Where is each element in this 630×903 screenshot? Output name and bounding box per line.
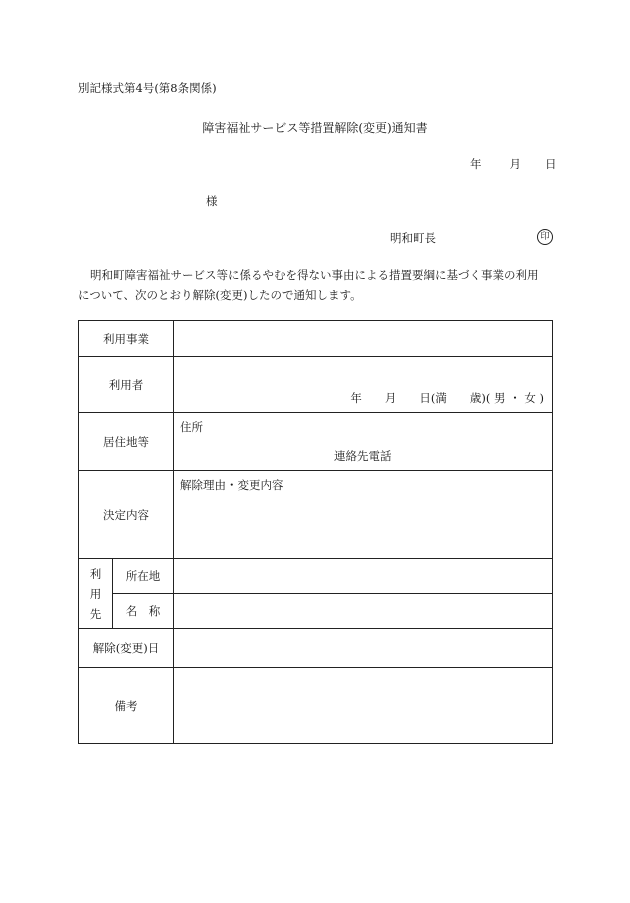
facility-name-label: 名 称 (113, 594, 174, 629)
destination-label-cell (79, 559, 113, 629)
address-label: 住所 (180, 420, 203, 434)
body-line-2: について、次のとおり解除(変更)したので通知します。 (78, 288, 362, 302)
seal-icon: 印 (537, 229, 553, 245)
residence-label: 居住地等 (79, 413, 174, 471)
phone-label: 連絡先電話 (334, 449, 392, 463)
destination-label: 利用先 (89, 566, 102, 621)
month-label: 月 (509, 157, 521, 171)
service-value-cell[interactable] (174, 321, 553, 357)
document-title: 障害福祉サービス等措置解除(変更)通知書 (202, 121, 428, 135)
user-birth-line: 年 月 日(満 歳)( 男 ・ 女 ) (350, 391, 544, 405)
decision-sub-label: 解除理由・変更内容 (180, 478, 284, 492)
row-residence (79, 413, 553, 471)
decision-value-cell[interactable] (174, 471, 553, 559)
issuer-name: 明和町長 (390, 231, 436, 245)
residence-value-cell[interactable] (174, 413, 553, 471)
decision-label: 決定内容 (79, 471, 174, 559)
remarks-value-cell[interactable] (174, 668, 553, 744)
user-value-cell[interactable] (174, 357, 553, 413)
body-text (78, 265, 554, 305)
issue-date-line (470, 156, 557, 172)
row-location (79, 559, 553, 594)
row-decision (79, 471, 553, 559)
row-user (79, 357, 553, 413)
location-label: 所在地 (113, 559, 174, 594)
row-facility-name (79, 594, 553, 629)
body-line-1: 明和町障害福祉サービス等に係るやむを得ない事由による措置要綱に基づく事業の利用 (90, 268, 539, 282)
notice-form-table (78, 320, 553, 744)
day-label: 日 (545, 157, 557, 171)
user-label: 利用者 (79, 357, 174, 413)
remarks-label: 備考 (79, 668, 174, 744)
row-service (79, 321, 553, 357)
location-value-cell[interactable] (174, 559, 553, 594)
row-remarks (79, 668, 553, 744)
year-label: 年 (470, 157, 482, 171)
addressee-honorific: 様 (206, 194, 218, 208)
service-label: 利用事業 (79, 321, 174, 357)
release-date-value-cell[interactable] (174, 629, 553, 668)
release-date-label: 解除(変更)日 (79, 629, 174, 668)
form-number: 別記様式第4号(第8条関係) (78, 81, 217, 95)
facility-name-value-cell[interactable] (174, 594, 553, 629)
row-date (79, 629, 553, 668)
